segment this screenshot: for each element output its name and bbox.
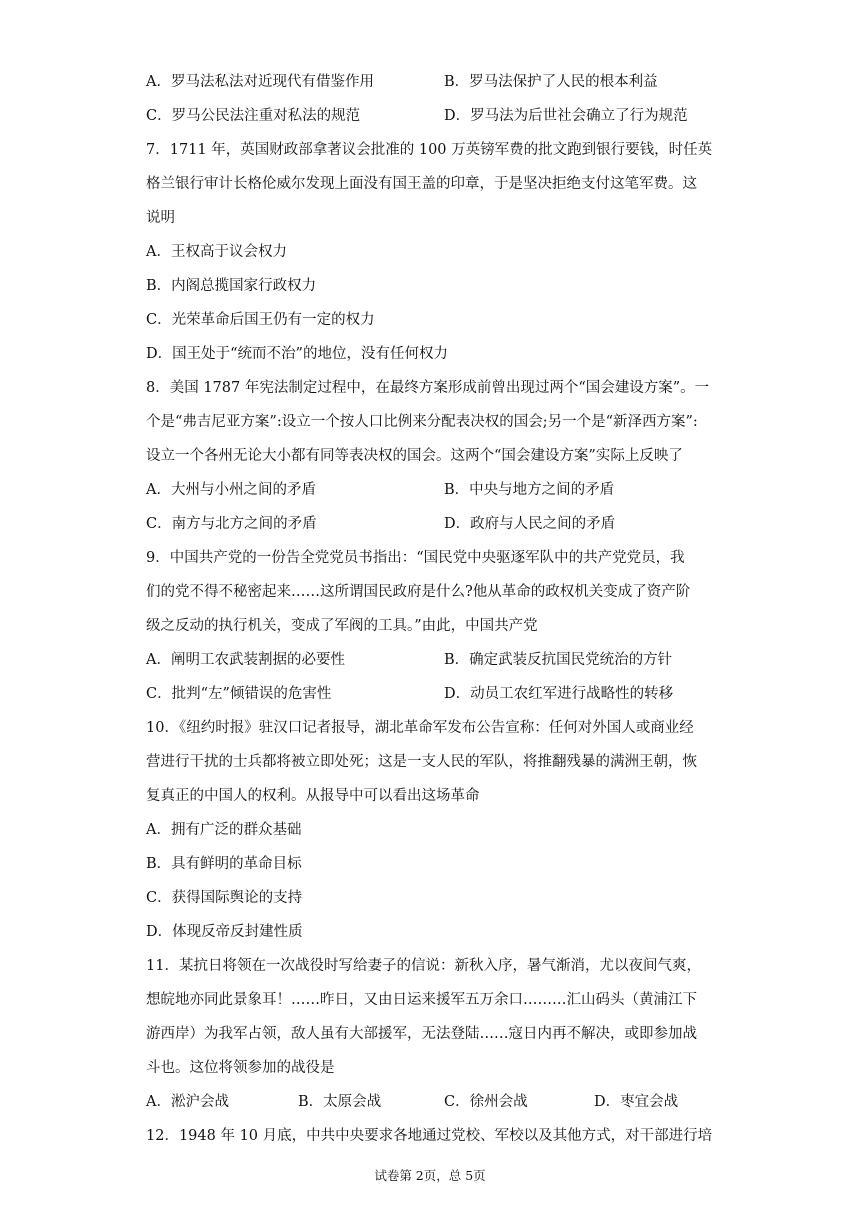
q8-stem-line: 8．美国 1787 年宪法制定过程中，在最终方案形成前曾出现过两个“国会建设方案”。一 [146,380,710,396]
q11-option-b: B．太原会战 [298,1094,382,1110]
q9-option-a: A．阐明工农武装割据的必要性 [146,652,345,668]
q7-option-d: D．国王处于“统而不治”的地位，没有任何权力 [146,346,448,362]
q7-stem-line: 说明 [146,210,175,226]
q11-option-c: C．徐州会战 [444,1094,528,1110]
page-footer: 试卷第 2页，总 5页 [374,1168,486,1183]
q9-stem-line: 9．中国共产党的一份告全党党员书指出：“国民党中央驱逐军队中的共产党党员，我 [146,550,685,566]
q11-option-a: A．淞沪会战 [146,1094,229,1110]
q8-stem-line: 设立一个各州无论大小都有同等表决权的国会。这两个“国会建设方案”实际上反映了 [146,448,683,464]
q6-option-b: B．罗马法保护了人民的根本利益 [444,74,658,90]
q11-stem-line: 斗也。这位将领参加的战役是 [146,1060,335,1076]
q7-stem-line: 格兰银行审计长格伦威尔发现上面没有国王盖的印章，于是坚决拒绝支付这笔军费。这 [146,176,697,192]
q10-stem-line: 营进行干扰的士兵都将被立即处死；这是一支人民的军队，将推翻残暴的满洲王朝，恢 [146,754,697,770]
q6-option-c: C．罗马公民法注重对私法的规范 [146,108,361,124]
q11-option-d: D．枣宜会战 [594,1094,679,1110]
q10-option-a: A．拥有广泛的群众基础 [146,822,302,838]
q9-stem-line: 级之反动的执行机关，变成了军阀的工具。”由此，中国共产党 [146,618,538,634]
q8-option-d: D．政府与人民之间的矛盾 [444,516,616,532]
q10-option-d: D．体现反帝反封建性质 [146,924,303,940]
q8-option-c: C．南方与北方之间的矛盾 [146,516,317,532]
q8-option-b: B．中央与地方之间的矛盾 [444,482,615,498]
q9-option-d: D．动员工农红军进行战略性的转移 [444,686,674,702]
q8-option-a: A．大州与小州之间的矛盾 [146,482,316,498]
q7-option-a: A．王权高于议会权力 [146,244,287,260]
q6-option-d: D．罗马法为后世社会确立了行为规范 [444,108,688,124]
q6-option-a: A．罗马法私法对近现代有借鉴作用 [146,74,374,90]
q12-stem-line: 12．1948 年 10 月底，中共中央要求各地通过党校、军校以及其他方式，对干部进行培 [146,1128,713,1144]
q7-stem-line: 7．1711 年，英国财政部拿著议会批准的 100 万英镑军费的批文跑到银行要钱，时任英 [146,142,713,158]
q11-stem-line: 想皖地亦同此景象耳！……昨日，又由日运来援军五万余口………汇山码头（黄浦江下 [146,992,697,1008]
q11-stem-line: 游西岸）为我军占领，敌人虽有大部援军，无法登陆……寇日内再不解决，或即参加战 [146,1026,697,1042]
q7-option-c: C．光荣革命后国王仍有一定的权力 [146,312,375,328]
q10-stem-line: 10．《纽约时报》驻汉口记者报导，湖北革命军发布公告宣称：任何对外国人或商业经 [146,720,694,736]
q8-stem-line: 个是“弗吉尼亚方案”:设立一个按人口比例来分配表决权的国会;另一个是“新泽西方案”: [146,414,698,430]
q9-option-c: C．批判“左”倾错误的危害性 [146,686,332,702]
q9-stem-line: 们的党不得不秘密起来……这所谓国民政府是什么?他从革命的政权机关变成了资产阶 [146,584,691,600]
q10-option-c: C．获得国际舆论的支持 [146,890,303,906]
q10-option-b: B．具有鲜明的革命目标 [146,856,302,872]
q11-stem-line: 11．某抗日将领在一次战役时写给妻子的信说：新秋入序，暑气渐消，尤以夜间气爽， [146,958,701,974]
q10-stem-line: 复真正的中国人的权利。从报导中可以看出这场革命 [146,788,480,804]
q9-option-b: B．确定武装反抗国民党统治的方针 [444,652,673,668]
q7-option-b: B．内阁总揽国家行政权力 [146,278,317,294]
